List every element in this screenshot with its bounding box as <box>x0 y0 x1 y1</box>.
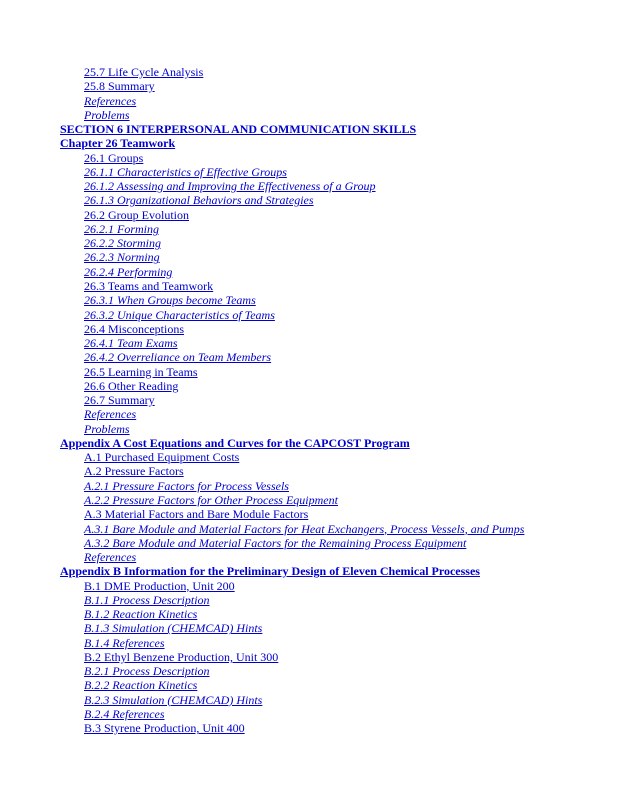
toc-link[interactable]: 26.2.3 Norming <box>84 250 160 265</box>
toc-link[interactable]: 26.3 Teams and Teamwork <box>84 278 214 293</box>
toc-heading <box>60 564 524 578</box>
toc-entry <box>60 379 524 393</box>
toc-link[interactable]: References <box>84 550 137 565</box>
toc-link[interactable]: B.1.1 Process Description <box>84 592 210 607</box>
toc-link[interactable]: 26.1 Groups <box>84 150 144 165</box>
toc-entry <box>60 422 524 436</box>
toc-entry <box>60 222 524 236</box>
toc-entry <box>60 250 524 264</box>
toc-entry <box>60 507 524 521</box>
toc-link[interactable]: A.1 Purchased Equipment Costs <box>84 450 240 465</box>
toc-entry <box>60 236 524 250</box>
toc-link[interactable]: 25.8 Summary <box>84 79 155 94</box>
toc-entry <box>60 365 524 379</box>
toc-link[interactable]: 26.2 Group Evolution <box>84 207 189 222</box>
toc-link[interactable]: B.2.2 Reaction Kinetics <box>84 678 198 693</box>
toc-entry <box>60 721 524 735</box>
toc-entry <box>60 450 524 464</box>
toc-link[interactable]: B.2 Ethyl Benzene Production, Unit 300 <box>84 649 279 664</box>
toc-entry <box>60 664 524 678</box>
toc-entry <box>60 536 524 550</box>
toc-link[interactable]: Problems <box>84 421 130 436</box>
toc-link[interactable]: 26.3.2 Unique Characteristics of Teams <box>84 307 275 322</box>
toc-link[interactable]: 26.4.2 Overreliance on Team Members <box>84 350 272 365</box>
toc-link[interactable]: A.3.2 Bare Module and Material Factors for the Remaining Process Equipment <box>84 535 467 550</box>
toc-entry <box>60 179 524 193</box>
toc-link[interactable]: Problems <box>84 107 130 122</box>
toc-heading <box>60 136 524 150</box>
toc-entry <box>60 636 524 650</box>
toc-heading <box>60 436 524 450</box>
toc-link[interactable]: References <box>84 407 137 422</box>
toc-entry <box>60 193 524 207</box>
toc-entry <box>60 108 524 122</box>
toc-link[interactable]: Chapter 26 Teamwork <box>60 136 176 151</box>
toc-entry <box>60 165 524 179</box>
toc-link[interactable]: 26.2.4 Performing <box>84 264 173 279</box>
toc-entry <box>60 621 524 635</box>
toc-link[interactable]: 26.4.1 Team Exams <box>84 336 178 351</box>
toc-entry <box>60 279 524 293</box>
toc-link[interactable]: 26.4 Misconceptions <box>84 321 184 336</box>
toc-entry <box>60 464 524 478</box>
toc-entry <box>60 265 524 279</box>
toc-link[interactable]: 25.7 Life Cycle Analysis <box>84 65 204 79</box>
toc-link[interactable]: B.2.1 Process Description <box>84 664 210 679</box>
toc-link[interactable]: B.1.2 Reaction Kinetics <box>84 607 198 622</box>
toc-link[interactable]: 26.2.1 Forming <box>84 221 159 236</box>
toc-entry <box>60 350 524 364</box>
toc-entry <box>60 479 524 493</box>
toc-entry <box>60 79 524 93</box>
toc-entry <box>60 393 524 407</box>
toc-link[interactable]: A.2.2 Pressure Factors for Other Process Equipment <box>84 492 338 507</box>
toc-link[interactable]: Appendix A Cost Equations and Curves for the CAPCOST Program <box>60 435 410 450</box>
toc-entry <box>60 522 524 536</box>
toc-link[interactable]: 26.3.1 When Groups become Teams <box>84 293 256 308</box>
toc-link[interactable]: A.2.1 Pressure Factors for Process Vessels <box>84 478 289 493</box>
toc-entry <box>60 322 524 336</box>
toc-link[interactable]: 26.1.2 Assessing and Improving the Effectiveness of a Group <box>84 179 376 194</box>
toc-entry <box>60 151 524 165</box>
table-of-contents <box>60 65 524 735</box>
toc-entry <box>60 293 524 307</box>
toc-link[interactable]: B.2.4 References <box>84 706 165 721</box>
toc-link[interactable]: 26.5 Learning in Teams <box>84 364 198 379</box>
toc-entry <box>60 593 524 607</box>
toc-entry <box>60 693 524 707</box>
toc-link[interactable]: 26.2.2 Storming <box>84 236 162 251</box>
toc-entry <box>60 336 524 350</box>
toc-entry <box>60 65 524 79</box>
toc-link[interactable]: B.3 Styrene Production, Unit 400 <box>84 721 245 736</box>
toc-entry <box>60 208 524 222</box>
toc-link[interactable]: References <box>84 93 137 108</box>
toc-entry <box>60 493 524 507</box>
toc-link[interactable]: A.3 Material Factors and Bare Module Factors <box>84 507 309 522</box>
toc-entry <box>60 550 524 564</box>
toc-link[interactable]: 26.7 Summary <box>84 393 155 408</box>
toc-entry <box>60 94 524 108</box>
toc-entry <box>60 678 524 692</box>
toc-link[interactable]: Appendix B Information for the Preliminary Design of Eleven Chemical Processes <box>60 564 480 579</box>
toc-link[interactable]: 26.6 Other Reading <box>84 378 179 393</box>
toc-link[interactable]: B.2.3 Simulation (CHEMCAD) Hints <box>84 692 263 707</box>
toc-entry <box>60 407 524 421</box>
toc-link[interactable]: B.1 DME Production, Unit 200 <box>84 578 235 593</box>
toc-entry <box>60 707 524 721</box>
toc-link[interactable]: 26.1.3 Organizational Behaviors and Strategies <box>84 193 314 208</box>
toc-link[interactable]: A.3.1 Bare Module and Material Factors for Heat Exchangers, Process Vessels, and Pumps <box>84 521 525 536</box>
toc-link[interactable]: 26.1.1 Characteristics of Effective Groups <box>84 164 287 179</box>
toc-entry <box>60 579 524 593</box>
toc-link[interactable]: B.1.4 References <box>84 635 165 650</box>
toc-entry <box>60 607 524 621</box>
toc-entry <box>60 308 524 322</box>
toc-heading <box>60 122 524 136</box>
toc-entry <box>60 650 524 664</box>
toc-link[interactable]: A.2 Pressure Factors <box>84 464 184 479</box>
toc-link[interactable]: B.1.3 Simulation (CHEMCAD) Hints <box>84 621 263 636</box>
toc-link[interactable]: SECTION 6 INTERPERSONAL AND COMMUNICATION SKILLS <box>60 122 417 137</box>
